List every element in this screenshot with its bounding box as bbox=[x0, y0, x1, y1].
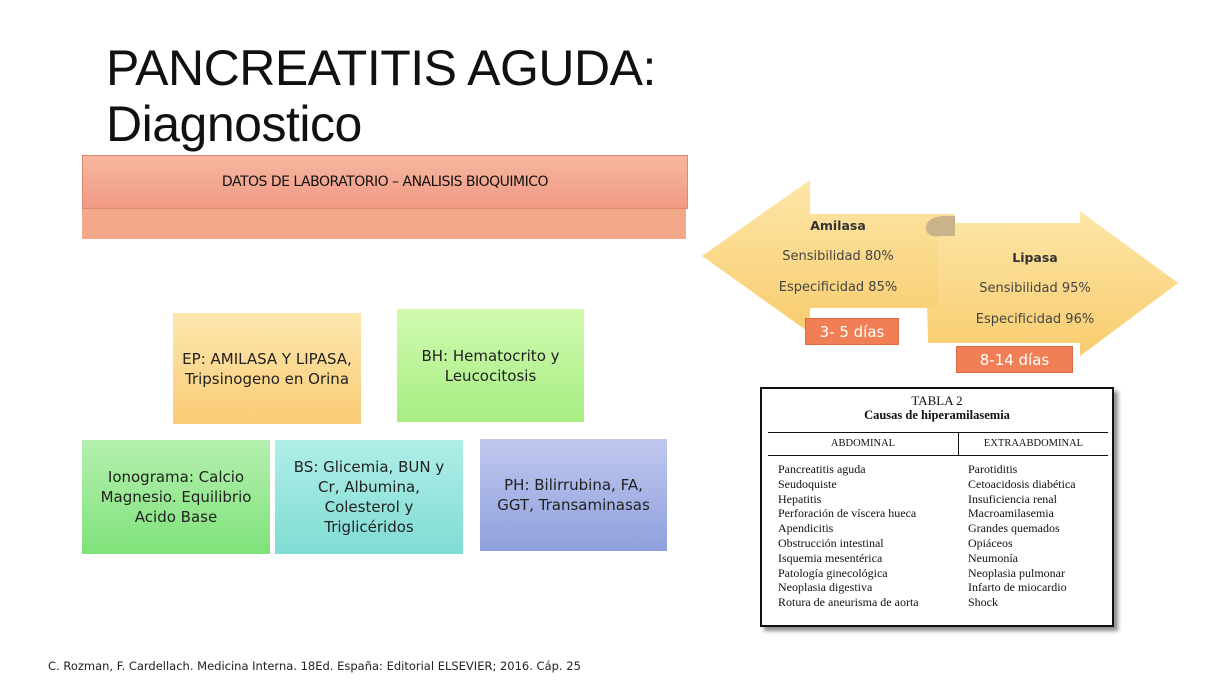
column-extraabdominal bbox=[968, 462, 1076, 610]
lab-data-banner: DATOS DE LABORATORIO – ANALISIS BIOQUIMICO bbox=[82, 155, 688, 209]
list-item: Parotiditis bbox=[968, 462, 1018, 476]
lipasa-sensibilidad: Sensibilidad 95% bbox=[979, 281, 1091, 296]
list-item: Insuficiencia renal bbox=[968, 491, 1057, 506]
list-item: Apendicitis bbox=[778, 521, 834, 536]
list-item: Obstrucción intestinal bbox=[778, 535, 884, 550]
banner-shadow-band bbox=[82, 204, 686, 239]
lipasa-duration-tag: 8-14 días bbox=[956, 346, 1073, 373]
list-item: Pancreatitis aguda bbox=[778, 462, 866, 476]
list-item: Infarto de miocardio bbox=[968, 580, 1067, 595]
table-subtitle: Causas de hiperamilasemia bbox=[864, 408, 1010, 422]
list-item: Cetoacidosis diabética bbox=[968, 476, 1076, 491]
list-item: Neumonía bbox=[968, 550, 1018, 565]
citation-footnote: C. Rozman, F. Cardellach. Medicina Interna. 18Ed. España: Editorial ELSEVIER; 2016. Cáp. 25 bbox=[48, 659, 581, 673]
list-item: Neoplasia digestiva bbox=[778, 580, 873, 595]
box-ionograma: Ionograma: Calcio Magnesio. Equilibrio Acido Base bbox=[82, 440, 270, 554]
lipasa-info bbox=[955, 242, 1115, 335]
list-item: Hepatitis bbox=[778, 491, 822, 506]
list-item: Patología ginecológica bbox=[778, 565, 888, 580]
column-abdominal bbox=[778, 462, 919, 610]
lipasa-label: Lipasa bbox=[1012, 250, 1058, 265]
hiperamilasemia-table bbox=[760, 387, 1114, 627]
amilasa-label: Amilasa bbox=[810, 218, 866, 233]
amilasa-especificidad: Especificidad 85% bbox=[778, 280, 898, 295]
page-title bbox=[106, 40, 806, 152]
amilasa-sensibilidad: Sensibilidad 80% bbox=[782, 249, 894, 264]
table-header-abdominal: ABDOMINAL bbox=[768, 433, 959, 456]
box-bs-glicemia: BS: Glicemia, BUN y Cr, Albumina, Colesterol y Triglicéridos bbox=[275, 440, 463, 554]
list-item: Macroamilasemia bbox=[968, 506, 1054, 521]
title-line-2: Diagnostico bbox=[106, 96, 362, 152]
table-title: TABLA 2 bbox=[911, 393, 963, 408]
box-bh-hematocrito: BH: Hematocrito y Leucocitosis bbox=[397, 309, 584, 422]
list-item: Isquemia mesentérica bbox=[778, 550, 883, 565]
lipasa-especificidad: Especificidad 96% bbox=[975, 312, 1095, 327]
table-grid bbox=[768, 432, 1108, 619]
title-line-1: PANCREATITIS AGUDA: bbox=[106, 40, 656, 96]
list-item: Shock bbox=[968, 595, 998, 610]
amilasa-duration-tag: 3- 5 días bbox=[805, 318, 899, 345]
list-item: Grandes quemados bbox=[968, 521, 1060, 536]
table-header-extraabdominal: EXTRAABDOMINAL bbox=[959, 433, 1108, 456]
list-item: Opiáceos bbox=[968, 535, 1013, 550]
list-item: Seudoquiste bbox=[778, 476, 837, 491]
list-item: Rotura de aneurisma de aorta bbox=[778, 595, 919, 610]
list-item: Neoplasia pulmonar bbox=[968, 565, 1065, 580]
box-ep-amilasa-lipasa: EP: AMILASA Y LIPASA, Tripsinogeno en Orina bbox=[173, 313, 361, 424]
box-ph-bilirrubina: PH: Bilirrubina, FA, GGT, Transaminasas bbox=[480, 439, 667, 551]
amilasa-info bbox=[758, 210, 918, 303]
list-item: Perforación de víscera hueca bbox=[778, 506, 917, 521]
